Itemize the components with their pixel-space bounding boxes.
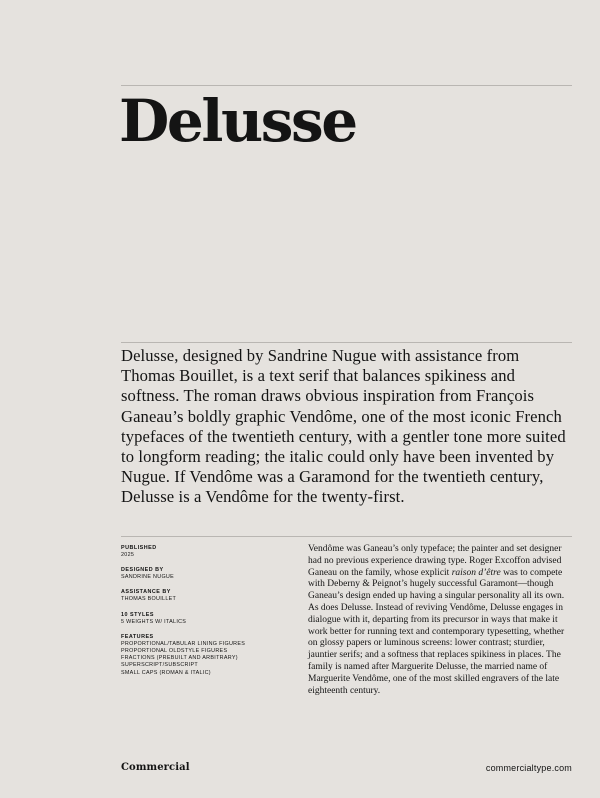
middle-rule xyxy=(121,342,572,343)
commercial-logo: Commercial xyxy=(121,762,190,773)
lede-paragraph: Delusse, designed by Sandrine Nugue with assistance from Thomas Bouillet, is a text serif that balances spikiness and softness. The roman draws obvious inspiration from François Ganeau’s boldly graphic Vendôme, one of the most iconic French typefaces of the twentieth century, with a gentler tone more suited to longform reading; the italic could only have been invented by Nugue. If Vendôme was a Garamond for the twentieth century, Delusse is a Vendôme for the twenty-first. xyxy=(121,346,566,507)
designed-by-label: DESIGNED BY xyxy=(121,567,164,574)
lower-rule xyxy=(121,536,572,537)
features-group xyxy=(121,633,291,677)
feature-item: SUPERSCRIPT/SUBSCRIPT xyxy=(121,662,198,669)
body-paragraph xyxy=(308,544,573,697)
designed-by-group xyxy=(121,566,291,581)
assistance-by-value: THOMAS BOUILLET xyxy=(121,596,177,603)
body-text-part-1: Vendôme was Ganeau’s only typeface; the painter and set designer had no previous experience drawing type. Roger Excoffon advised Ganeau on the family, whose explicit xyxy=(308,544,562,578)
assistance-by-label: ASSISTANCE BY xyxy=(121,589,171,596)
assistance-by-group xyxy=(121,588,291,603)
metadata-column xyxy=(121,544,291,684)
page-title: Delusse xyxy=(119,87,356,155)
feature-item: PROPORTIONAL/TABULAR LINING FIGURES xyxy=(121,640,246,647)
styles-group xyxy=(121,611,291,626)
feature-item: SMALL CAPS (ROMAN & ITALIC) xyxy=(121,669,211,676)
body-italic-phrase: raison d’être xyxy=(451,567,501,578)
features-label: FEATURES xyxy=(121,633,154,640)
feature-item: PROPORTIONAL OLDSTYLE FIGURES xyxy=(121,648,228,655)
styles-label: 10 STYLES xyxy=(121,611,154,618)
designed-by-value: SANDRINE NUGUE xyxy=(121,574,175,581)
body-text-part-2: was to compete with Deberny & Peignot’s hugely successful Garamont—though Ganeau’s design ended up having a singular personality all its own. As does Delusse. Instead of reviving Vendôme, Delusse engages in dialogue with it, departing from its precursor in ways that make it work better for running text and contemporary typesetting, whether on glossy papers or luminous screens: lower contrast; sturdier, jauntier serifs; and a softness that replaces spikiness in places. The family is named after Marguerite Delusse, the married name of Marguerite Vendôme, one of the most skilled engravers of the late eighteenth century. xyxy=(308,567,565,696)
published-group xyxy=(121,544,291,559)
published-value: 2025 xyxy=(121,552,135,558)
styles-value: 5 WEIGHTS W/ ITALICS xyxy=(121,618,187,625)
published-label: PUBLISHED xyxy=(121,545,157,551)
feature-item: FRACTIONS (PREBUILT AND ARBITRARY) xyxy=(121,655,238,662)
site-url[interactable]: commercialtype.com xyxy=(485,763,572,773)
